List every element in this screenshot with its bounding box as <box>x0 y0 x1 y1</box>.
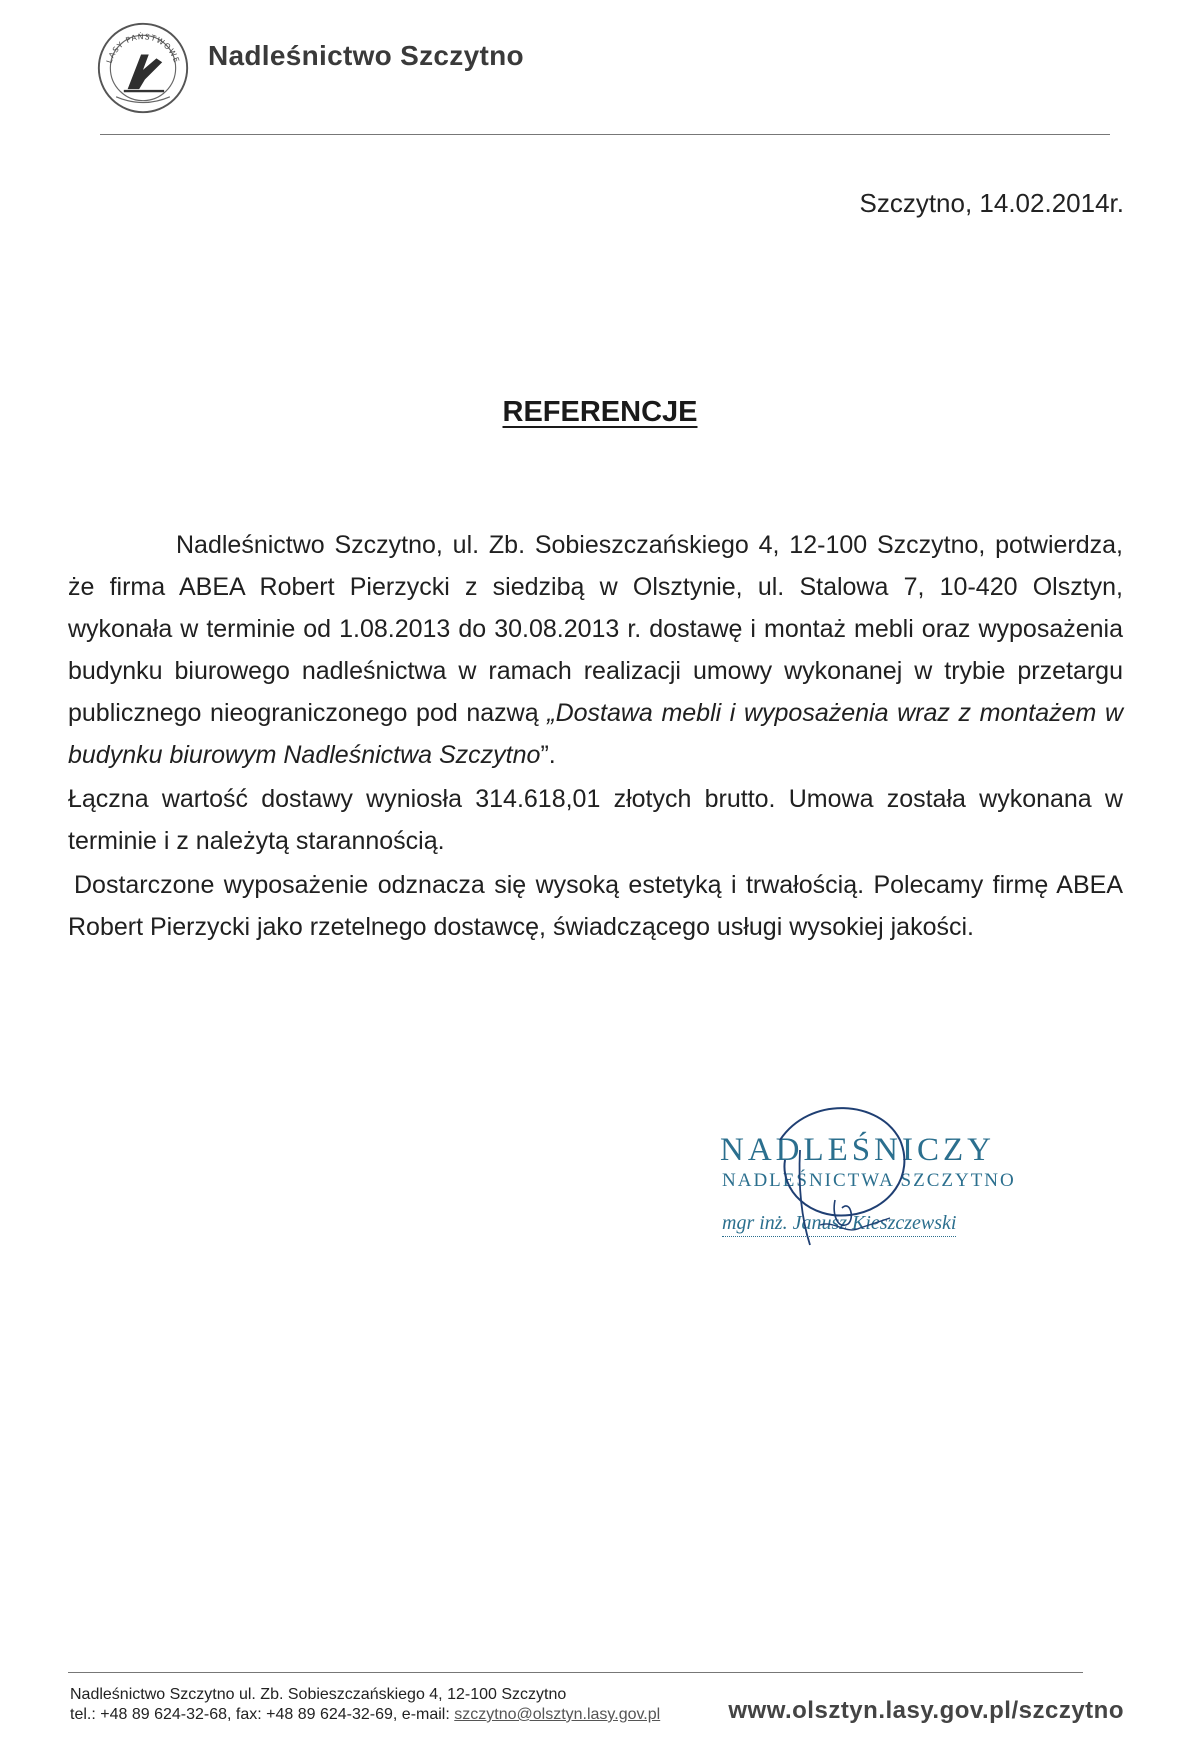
letter-body <box>68 524 1123 950</box>
lasy-panstwowe-logo-icon <box>95 20 191 116</box>
header-divider <box>100 134 1110 135</box>
contract-name: „Dostawa mebli i wyposażenia wraz z montażem w budynku biurowym Nadleśnictwa Szczytno <box>68 699 1124 769</box>
title-text: REFERENCJE <box>502 396 698 428</box>
document-title <box>0 396 1200 429</box>
footer-email-link[interactable]: szczytno@olsztyn.lasy.gov.pl <box>454 1706 661 1723</box>
footer-phone-fax: tel.: +48 89 624-32-68, fax: +48 89 624-32-69, e-mail: <box>70 1706 455 1723</box>
footer-website-link[interactable]: www.olsztyn.lasy.gov.pl/szczytno <box>728 1697 1124 1724</box>
paragraph-1-text: Nadleśnictwo Szczytno, ul. Zb. Sobieszczańskiego 4, 12-100 Szczytno, potwierdza, że firma ABEA Robert Pierzycki z siedzibą w Olsztynie, ul. Stalowa 7, 10-420 Olsztyn, wykonała w terminie od 1.08.2013 do 30.08.2013 r. dostawę i montaż mebli oraz wyposażenia budynku biurowego nadleśnictwa w ramach realizacji umowy wykonanej w trybie przetargu publicznego nieograniczonego pod nazwą <box>68 531 1123 727</box>
body-paragraph-2: Łączna wartość dostawy wyniosła 314.618,01 złotych brutto. Umowa została wykonana w terminie i z należytą starannością. <box>68 785 1123 855</box>
organization-name: Nadleśnictwo Szczytno <box>208 40 524 71</box>
body-paragraph-3: Dostarczone wyposażenie odznacza się wysoką estetyką i trwałością. Polecamy firmę ABEA Robert Pierzycki jako rzetelnego dostawcę, świadczącego usługi wysokiej jakości. <box>68 871 1123 941</box>
footer-contact <box>70 1706 660 1724</box>
footer-address: Nadleśnictwo Szczytno ul. Zb. Sobieszczańskiego 4, 12-100 Szczytno <box>70 1686 567 1703</box>
letter-date: Szczytno, 14.02.2014r. <box>859 188 1124 218</box>
footer-divider <box>68 1672 1083 1673</box>
stamp-institution: NADLEŚNICTWA SZCZYTNO <box>722 1170 1016 1191</box>
paragraph-1-end: ”. <box>540 741 556 769</box>
svg-text:LASY PAŃSTWOWE: LASY PAŃSTWOWE <box>104 32 182 65</box>
stamp-name: mgr inż. Janusz Kieszczewski <box>722 1212 956 1237</box>
stamp-title: NADLEŚNICZY <box>720 1132 995 1168</box>
body-paragraph-1 <box>68 524 1123 776</box>
